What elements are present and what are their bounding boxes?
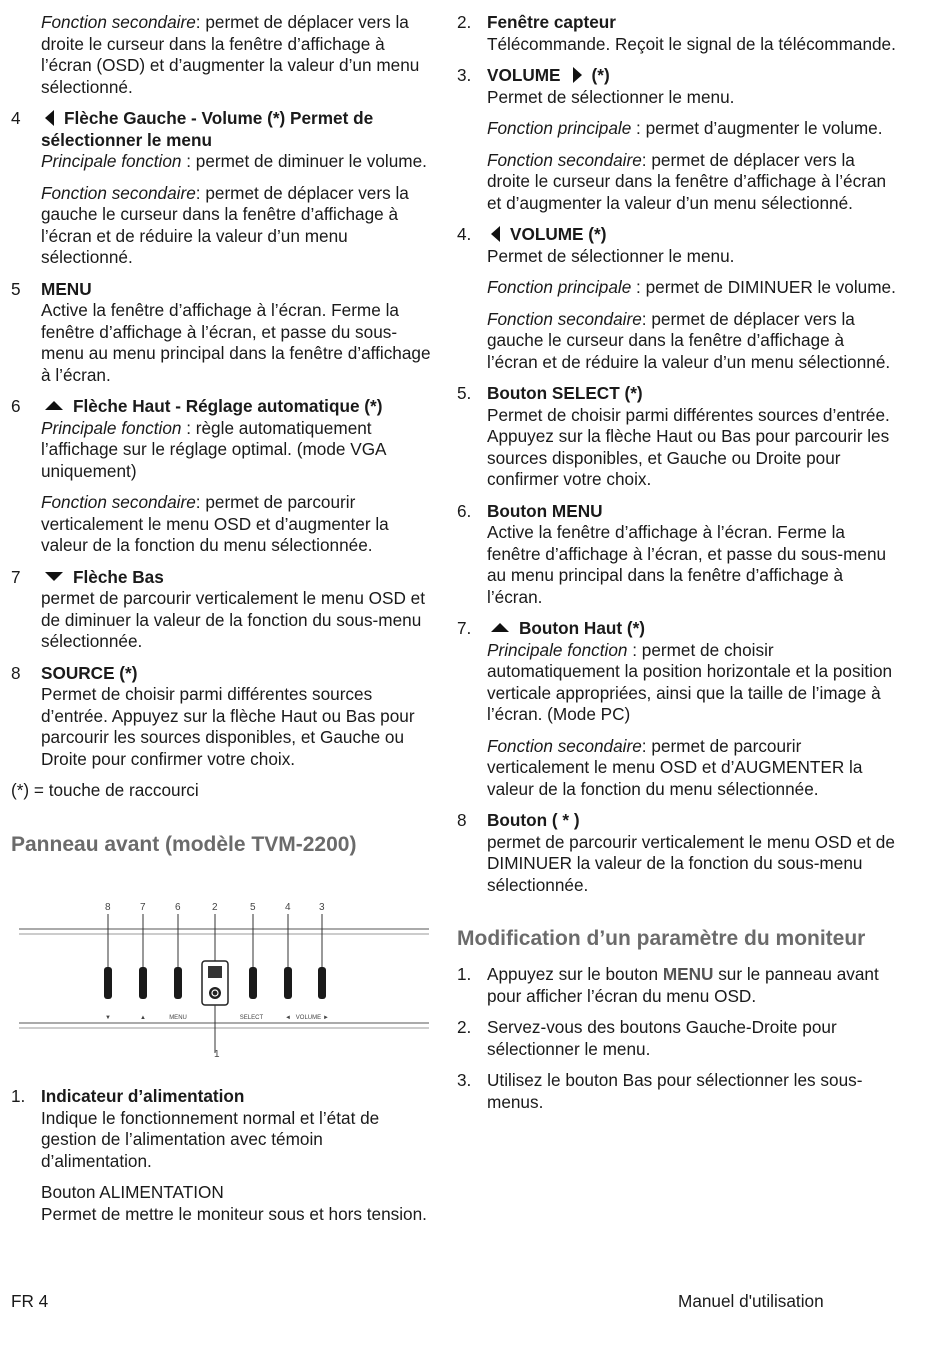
step-text-post: sur le panneau avant pour afficher l’écran du menu OSD.	[487, 964, 879, 1006]
item-title: Flèche Haut - Réglage automatique (*)	[73, 396, 383, 416]
main-function-label: Principale fonction	[41, 417, 182, 438]
item-title: Bouton SELECT (*)	[487, 383, 643, 403]
item-number: 4	[11, 108, 21, 128]
main-function-label: Principale fonction	[41, 151, 182, 171]
item-title: Bouton ( * )	[487, 810, 580, 830]
item-title: VOLUME	[487, 65, 561, 85]
secondary-function-text: : permet de déplacer vers la droite le curseur dans la fenêtre d’affichage à l’écran (OSD) et d’augmenter la valeur d’un menu sélectionné.	[41, 12, 420, 97]
item-number: 3.	[457, 65, 472, 85]
list-item-4	[11, 108, 431, 269]
panel-heading: Panneau avant (modèle TVM-2200)	[11, 832, 357, 856]
figure-button-label: SELECT	[239, 1015, 264, 1021]
list-item-3	[457, 65, 897, 214]
list-item-7	[457, 618, 897, 800]
list-item-4	[457, 224, 897, 373]
item-number: 8	[457, 810, 467, 830]
down-arrow-icon	[45, 572, 63, 581]
item-number: 8	[11, 662, 21, 683]
panel-button	[174, 967, 182, 999]
item-number: 7.	[457, 618, 472, 638]
menu-word: MENU	[662, 964, 714, 984]
figure-button-label: ►	[323, 1015, 329, 1021]
power-icon	[209, 987, 221, 999]
item-title: SOURCE (*)	[41, 662, 138, 683]
figure-button-label: ▲	[140, 1015, 146, 1021]
step-number: 1.	[457, 964, 472, 984]
step-text-pre: Appuyez sur le bouton	[487, 964, 663, 984]
list-item-5	[11, 279, 431, 387]
figure-label-4: 4	[285, 902, 291, 913]
left-arrow-icon	[491, 226, 500, 242]
item-title: MENU	[41, 278, 92, 299]
secondary-function-label: Fonction secondaire	[41, 12, 196, 32]
list-item-7	[11, 567, 431, 653]
main-function-text: : règle automatiquement l’affichage sur le réglage optimal. (mode VGA uniquement)	[41, 417, 386, 481]
item-number: 7	[11, 566, 21, 587]
main-function-label: Fonction principale	[487, 277, 632, 297]
panel-button	[104, 967, 112, 999]
step-text: Utilisez le bouton Bas pour sélectionner les sous-menus.	[487, 1070, 863, 1112]
main-function-label: Principale fonction	[487, 639, 628, 660]
modif-heading: Modification d’un paramètre du moniteur	[457, 927, 866, 950]
item-text: Permet de sélectionner le menu.	[487, 86, 735, 107]
figure-button-label: VOLUME	[295, 1015, 322, 1021]
up-arrow-icon	[491, 623, 509, 632]
panel-button	[139, 967, 147, 999]
main-function-text: : permet de choisir automatiquement la position horizontale et la position verticale appropriées, ainsi que la taille de l’image à l’écran. (Mode PC)	[487, 639, 893, 724]
secondary-function-label: Fonction secondaire	[487, 308, 642, 329]
secondary-function-label: Fonction secondaire	[487, 735, 642, 756]
item-number: 5.	[457, 383, 472, 403]
secondary-function-label: Fonction secondaire	[41, 182, 196, 203]
item-title: Flèche Bas	[73, 566, 164, 587]
item-number: 4.	[457, 224, 472, 244]
right-column	[457, 12, 897, 1113]
step-1	[457, 964, 897, 1007]
footer-manual-title: Manuel d'utilisation	[678, 1291, 824, 1311]
left-arrow-icon	[45, 110, 54, 126]
power-button-text: Permet de mettre le moniteur sous et hors tension.	[41, 1203, 427, 1224]
list-item-6	[457, 501, 897, 609]
panel-button	[249, 967, 257, 999]
item-text: Permet de sélectionner le menu.	[487, 245, 735, 266]
figure-label-1: 1	[214, 1049, 220, 1060]
panel-button	[284, 967, 292, 999]
secondary-function-text: : permet de déplacer vers la droite le curseur dans la fenêtre d’affichage à l’écran et d’augmenter la valeur d’un menu sélectionné.	[487, 149, 887, 213]
step-number: 2.	[457, 1017, 472, 1037]
item-text: permet de parcourir verticalement le menu OSD et de DIMINUER la valeur de la fonction du sous-menu sélectionnée.	[487, 831, 895, 895]
secondary-function-text: : permet de parcourir verticalement le menu OSD et d’augmenter la valeur de la fonction du menu sélectionnée.	[41, 492, 389, 555]
up-arrow-icon	[45, 401, 63, 410]
secondary-function-text: : permet de déplacer vers la gauche le curseur dans la fenêtre d’affichage à l’écran et de réduire la valeur d’un menu sélectionné.	[487, 308, 891, 372]
indicator-section	[11, 1086, 431, 1225]
step-2	[457, 1017, 897, 1060]
item-title: Indicateur d’alimentation	[41, 1086, 245, 1106]
shortcut-note: (*) = touche de raccourci	[11, 780, 199, 800]
main-function-text: : permet d’augmenter le volume.	[631, 118, 883, 138]
figure-label-6: 6	[175, 902, 181, 913]
main-function-text: : permet de DIMINUER le volume.	[631, 277, 896, 297]
item-text: Active la fenêtre d’affichage à l’écran. Ferme la fenêtre d’affichage à l’écran, et passe du sous-menu au menu principal dans la fenêtre d’affichage à l’écran.	[487, 522, 887, 607]
left-column	[11, 12, 431, 858]
list-item-8	[457, 810, 897, 896]
item-number: 6	[11, 396, 21, 416]
secondary-function-label: Fonction secondaire	[487, 149, 642, 170]
figure-label-8: 8	[105, 902, 111, 913]
footer-page-number: FR 4	[11, 1291, 49, 1311]
list-item-5	[457, 383, 897, 491]
main-function-text: : permet de diminuer le volume.	[181, 151, 427, 171]
main-function-label: Fonction principale	[487, 118, 632, 138]
item-title: Flèche Gauche - Volume (*) Permet de sélectionner le menu	[41, 108, 374, 150]
item-number: 6.	[457, 500, 472, 521]
step-number: 3.	[457, 1070, 472, 1090]
figure-button-label: MENU	[169, 1015, 187, 1021]
step-text: Servez-vous des boutons Gauche-Droite pour sélectionner le menu.	[487, 1017, 837, 1059]
item-number: 5	[11, 278, 21, 299]
item-number: 1.	[11, 1086, 26, 1106]
item-text: Indique le fonctionnement normal et l’état de gestion de l’alimentation avec témoin d’alimentation.	[41, 1107, 380, 1171]
secondary-function-text: : permet de parcourir verticalement le menu OSD et d’AUGMENTER la valeur de la fonction du menu sélectionnée.	[487, 735, 863, 799]
list-item-1	[11, 1086, 431, 1225]
right-arrow-icon	[573, 67, 582, 83]
power-button-label: Bouton ALIMENTATION	[41, 1182, 224, 1202]
list-item-8	[11, 663, 431, 771]
figure-label-5: 5	[250, 902, 256, 913]
item-title: Bouton MENU	[487, 500, 603, 521]
figure-button-label: ◄	[285, 1015, 291, 1021]
item-title-suffix: (*)	[591, 65, 610, 85]
item-text: Permet de choisir parmi différentes sources d’entrée. Appuyez sur la flèche Haut ou Bas pour parcourir les sources disponibles, et Gauche ou Droite pour confirmer votre choix.	[487, 404, 890, 489]
item-title: VOLUME (*)	[510, 224, 607, 244]
figure-label-3: 3	[319, 902, 325, 913]
item-title: Bouton Haut (*)	[519, 618, 646, 638]
list-item-2	[457, 12, 897, 55]
item-text: Active la fenêtre d’affichage à l’écran. Ferme la fenêtre d’affichage à l’écran, et passe du sous-menu au menu principal dans la fenêtre d’affichage à l’écran.	[41, 300, 431, 385]
secondary-function-text: : permet de déplacer vers la gauche le curseur dans la fenêtre d’affichage à l’écran et de réduire la valeur d’un menu sélectionné.	[41, 182, 409, 267]
item-text: permet de parcourir verticalement le menu OSD et de diminuer la valeur de la fonction du sous-menu sélectionnée.	[41, 588, 426, 651]
item-text: Permet de choisir parmi différentes sources d’entrée. Appuyez sur la flèche Haut ou Bas pour parcourir les sources disponibles, et Gauche ou Droite pour confirmer votre choix.	[41, 684, 415, 769]
front-panel-diagram	[11, 895, 429, 1065]
item-number: 2.	[457, 12, 472, 32]
figure-label-2: 2	[212, 902, 218, 913]
item-text: Télécommande. Reçoit le signal de la télécommande.	[487, 33, 896, 54]
panel-button	[318, 967, 326, 999]
secondary-function-label: Fonction secondaire	[41, 492, 196, 512]
item-title: Fenêtre capteur	[487, 12, 616, 32]
list-item-intro	[11, 12, 431, 98]
figure-button-label: ▼	[105, 1015, 111, 1021]
figure-label-7: 7	[140, 902, 146, 913]
list-item-6	[11, 396, 431, 557]
sensor-window-icon	[208, 966, 222, 978]
step-3	[457, 1070, 897, 1113]
